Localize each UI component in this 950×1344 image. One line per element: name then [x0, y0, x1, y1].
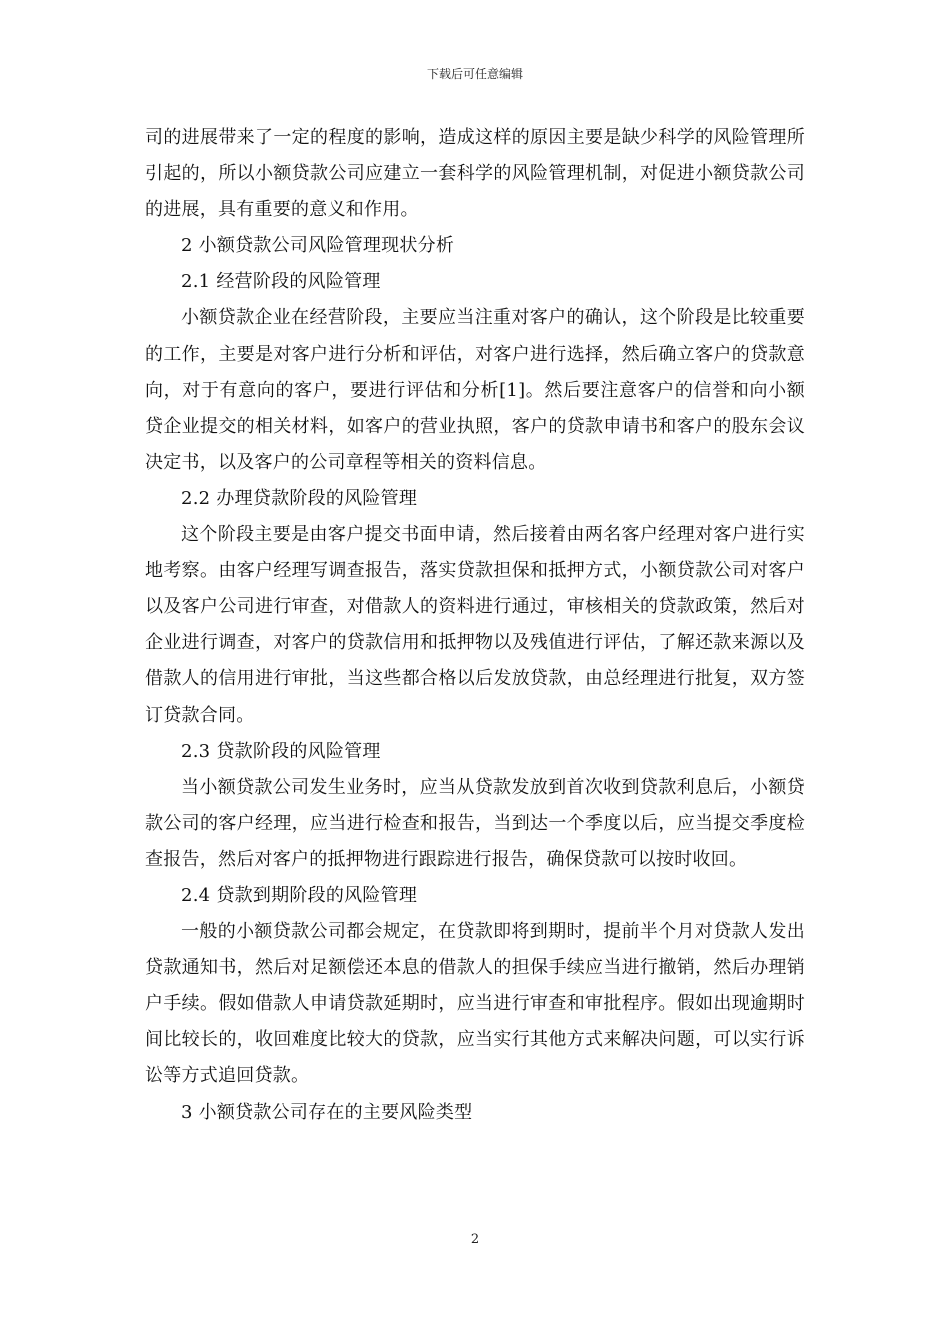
subsection-heading-2-1: 2.1 经营阶段的风险管理 [181, 271, 381, 293]
paragraph-loan-processing-stage: 这个阶段主要是由客户提交书面申请，然后接着由两名客户经理对客户进行实地考察。由客户经理写调查报告，落实贷款担保和抵押方式，小额贷款公司对客户以及客户公司进行审查，对借款人的资料进行通过，审核相关的贷款政策，然后对企业进行调查，对客户的贷款信用和抵押物以及残值进行评估，了解还款来源以及借款人的信用进行审批，当这些都合格以后发放贷款，由总经理进行批复，双方签订贷款合同。 [145, 524, 805, 726]
paragraph-operation-stage: 小额贷款企业在经营阶段，主要应当注重对客户的确认，这个阶段是比较重要的工作，主要是对客户进行分析和评估，对客户进行选择，然后确立客户的贷款意向，对于有意向的客户，要进行评估和分析[1]。然后要注意客户的信誉和向小额贷企业提交的相关材料，如客户的营业执照，客户的贷款申请书和客户的股东会议决定书，以及客户的公司章程等相关的资料信息。 [145, 307, 805, 473]
document-body [145, 120, 805, 1131]
section-heading-2: 2 小额贷款公司风险管理现状分析 [181, 235, 455, 257]
subsection-heading-2-2: 2.2 办理贷款阶段的风险管理 [181, 487, 418, 509]
page-number: 2 [470, 1232, 480, 1247]
page-header: 下载后可任意编辑 [426, 67, 523, 81]
subsection-heading-2-4: 2.4 贷款到期阶段的风险管理 [181, 884, 418, 906]
paragraph-loan-maturity-stage: 一般的小额贷款公司都会规定，在贷款即将到期时，提前半个月对贷款人发出贷款通知书，然后对足额偿还本息的借款人的担保手续应当进行撤销，然后办理销户手续。假如借款人申请贷款延期时，应当进行审查和审批程序。假如出现逾期时间比较长的，收回难度比较大的贷款，应当实行其他方式来解决问题，可以实行诉讼等方式追回贷款。 [145, 921, 805, 1087]
subsection-heading-2-3: 2.3 贷款阶段的风险管理 [181, 740, 381, 762]
paragraph-continued: 司的进展带来了一定的程度的影响，造成这样的原因主要是缺少科学的风险管理所引起的，所以小额贷款公司应建立一套科学的风险管理机制，对促进小额贷款公司的进展，具有重要的意义和作用。 [145, 127, 805, 221]
section-heading-3: 3 小额贷款公司存在的主要风险类型 [181, 1101, 473, 1123]
paragraph-loan-stage: 当小额贷款公司发生业务时，应当从贷款发放到首次收到贷款利息后，小额贷款公司的客户经理，应当进行检查和报告，当到达一个季度以后，应当提交季度检查报告，然后对客户的抵押物进行跟踪进行报告，确保贷款可以按时收回。 [145, 776, 805, 870]
